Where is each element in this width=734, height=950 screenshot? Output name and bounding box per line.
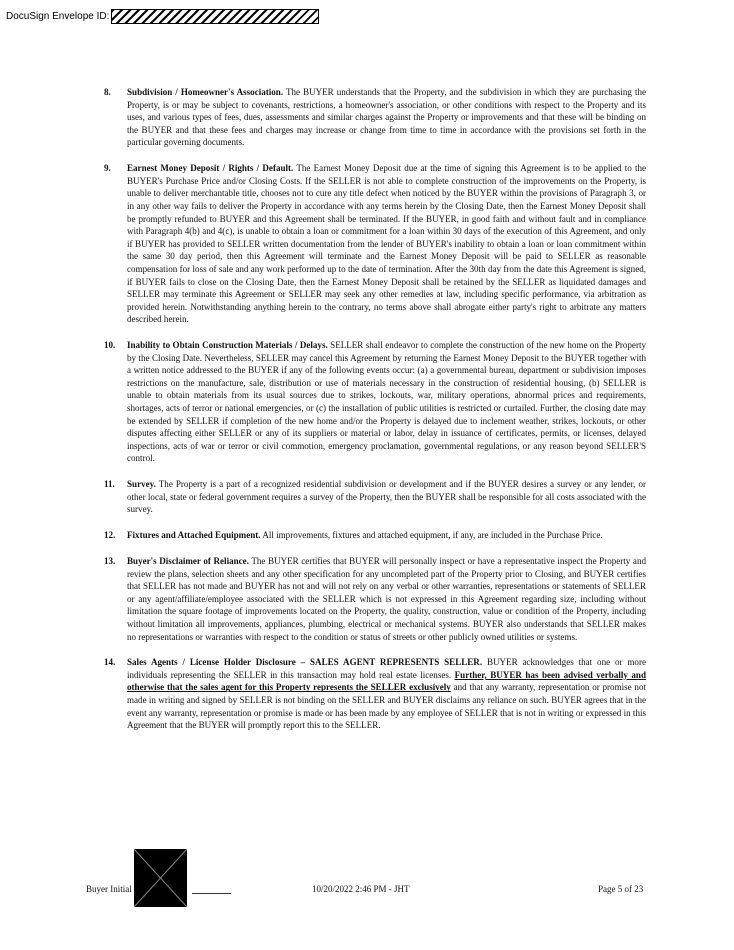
paragraph-heading: Earnest Money Deposit / Rights / Default.	[127, 163, 294, 174]
docusign-envelope-header	[6, 9, 319, 24]
paragraph-heading: Fixtures and Attached Equipment.	[127, 530, 261, 541]
buyer-initial-label: Buyer Initial	[86, 884, 132, 894]
envelope-id-label: DocuSign Envelope ID:	[6, 11, 110, 22]
paragraph-heading: Survey.	[127, 479, 156, 490]
paragraph-10	[104, 339, 646, 465]
paragraph-text: SELLER shall endeavor to complete the construction of the new home on the Property by the Closing Date. Nevertheless, SELLER may cancel this Agreement by returning the Earnest Money Deposit to the BUYER together with a written notice addressed to the BUYER if any of the following events occur: (a) a governmental bureau, department or subdivision imposes restrictions on the manufacture, sale, distribution or use of materials necessary in the construction of residential housing, (b) SELLER is unable to obtain materials from its usual sources due to strikes, lockouts, war, military operations, abnormal prices and requirements, shortages, acts of terror or national emergencies, or (c) the installation of public utilities is restricted or curtailed. Further, the closing date may be extended by SELLER if completion of the new home and/or the Property is delayed due to inclement weather, strikes, lockouts, or other disputes affecting either SELLER or any of its suppliers or material or labor, delay in issuance of certificates, permits, or licenses, delayed inspections, acts of war or terror or civil commotion, emergency proclamation, governmental regulations, or any reason beyond SELLER'S control.	[127, 340, 646, 464]
paragraph-number: 8.	[104, 87, 111, 97]
paragraph-heading: Sales Agents / License Holder Disclosure – SALES AGENT REPRESENTS SELLER.	[127, 657, 483, 668]
paragraph-text: The Property is a part of a recognized residential subdivision or development and if the BUYER desires a survey or any lender, or other local, state or federal government requires a survey of the Property, then the BUYER shall be responsible for all costs associated with the survey.	[127, 479, 646, 515]
paragraph-text: All improvements, fixtures and attached equipment, if any, are included in the Purchase Price.	[262, 530, 603, 541]
paragraph-heading: Buyer's Disclaimer of Reliance.	[127, 555, 249, 566]
paragraph-number: 13.	[104, 555, 116, 566]
paragraph-11	[104, 478, 646, 516]
paragraph-9	[104, 162, 646, 326]
envelope-id-redacted	[111, 9, 319, 24]
initial-signature-box[interactable]	[134, 849, 187, 907]
paragraph-number: 11.	[104, 479, 115, 490]
paragraph-text: The Earnest Money Deposit due at the time of signing this Agreement is to be applied to the BUYER's Purchase Price and/or Closing Costs. If the SELLER is not able to complete construction of the improvements on the Property, is unable to deliver merchantable title, chooses not to cure any title defect when noticed by the BUYER within the provisions of Paragraph 3, or in any other way fails to deliver the Property in accordance with any terms herein by the Closing Date, then the Earnest Money Deposit shall be promptly refunded to BUYER and this Agreement shall be terminated. If the BUYER, in good faith and without fault and in compliance with Paragraph 4(b) and 4(c), is unable to obtain a loan or commitment for a loan within 30 days of the execution of this Agreement, and only if BUYER has provided to SELLER written documentation from the lender of BUYER's inability to obtain a loan or loan commitment within the same 30 day period, then this Agreement will terminate and the Earnest Money Deposit will be paid to SELLER as reasonable compensation for loss of sale and any work performed up to the date of termination. After the 30th day from the date this Agreement is signed, if BUYER fails to close on the Closing Date, then the Earnest Money Deposit shall be retained by the SELLER as liquidated damages and SELLER may terminate this Agreement or SELLER may seek any other remedies at law, including specific performance, via arbitration as provided herein. Notwithstanding anything herein to the contrary, no terms above shall abrogate either party's right to arbitrate any matters described herein.	[127, 163, 647, 325]
paragraph-12	[104, 529, 646, 542]
paragraph-number: 12.	[104, 530, 116, 541]
paragraph-heading: Inability to Obtain Construction Materials / Delays.	[127, 340, 328, 351]
footer-timestamp: 10/20/2022 2:46 PM - JHT	[312, 884, 410, 894]
paragraph-emphasis: Further, BUYER has been advised verbally and otherwise that the sales agent for this Property represents the SELLER exclusively	[127, 669, 646, 693]
paragraph-8	[104, 86, 646, 149]
paragraph-text: BUYER acknowledges that one or more individuals representing the SELLER in this transaction may hold real estate licenses.	[127, 657, 646, 680]
paragraph-text: The BUYER certifies that BUYER will personally inspect or have a representative inspect the Property and review the plans, selection sheets and any other specification for any uncompleted part of the Property prior to Closing, and BUYER certifies that SELLER has not made and BUYER has not and will not rely on any verbal or other warranties, representations or statements of SELLER or any agent/affiliate/employee associated with the SELLER which is not expressed in this Agreement regarding size, including without limitation the square footage of improvements located on the Property, the quality, construction, value or condition of the Property, including without limitation all improvements, appliances, plumbing, electrical or mechanical systems. BUYER also understands that SELLER makes no representations or warranties with respect to the condition or status of streets or other publicly owned utilities or systems.	[127, 555, 646, 642]
paragraph-14	[104, 656, 646, 732]
paragraph-number: 9.	[104, 163, 111, 174]
paragraph-13	[104, 555, 646, 643]
paragraph-number: 10.	[104, 340, 116, 351]
paragraph-number: 14.	[104, 657, 116, 668]
page-number: Page 5 of 23	[598, 884, 644, 894]
initial-line	[192, 893, 231, 894]
paragraph-text: and that any warranty, representation or promise not made in writing and signed by SELLER is not binding on the SELLER and BUYER disclaims any reliance on such. BUYER agrees that in the event any warranty, representation or promise is made or has been made by any employee of SELLER that is not in writing or expressed in this Agreement that the BUYER will promptly report this to the SELLER.	[127, 682, 646, 731]
paragraph-heading: Subdivision / Homeowner's Association.	[127, 87, 284, 97]
document-body	[104, 86, 646, 745]
redacted-x-icon	[134, 849, 187, 907]
paragraph-text: The BUYER understands that the Property, and the subdivision in which they are purchasing the Property, is or may be subject to covenants, restrictions, a homeowner's association, or other conditions with respect to the Property and its uses, and various types of fees, dues, assessments and similar charges against the Property or improvements and that these will be binding on the BUYER and that these fees and charges may increase or change from time to time in accordance with the provisions set forth in the particular governing documents.	[127, 87, 646, 148]
